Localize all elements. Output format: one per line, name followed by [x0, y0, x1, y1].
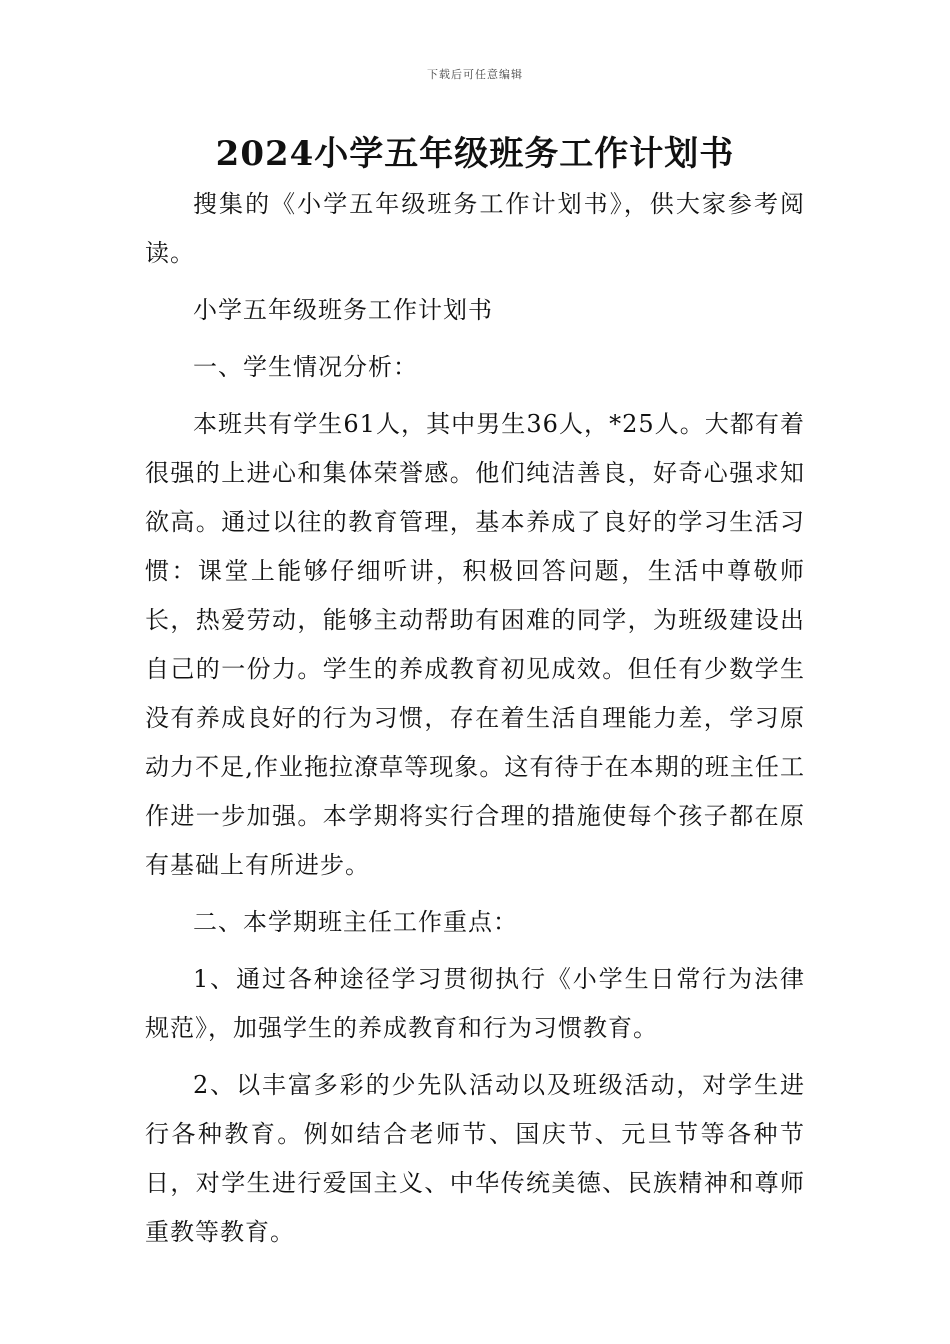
document-title: 2024小学五年级班务工作计划书 [215, 134, 735, 174]
section-heading-student-analysis: 一、学生情况分析： [193, 353, 418, 381]
focus-item-2: 2、以丰富多彩的少先队活动以及班级活动，对学生进行各种教育。例如结合老师节、国庆节、元旦节等各种节日，对学生进行爱国主义、中华传统美德、民族精神和尊师重教等教育。 [145, 1071, 805, 1246]
intro-paragraph: 搜集的《小学五年级班务工作计划书》，供大家参考阅读。 [145, 190, 805, 267]
document-body [145, 180, 805, 1257]
header-note: 下载后可任意编辑 [427, 68, 523, 81]
section-heading-work-focus: 二、本学期班主任工作重点： [193, 908, 518, 936]
plan-heading: 小学五年级班务工作计划书 [193, 296, 493, 324]
focus-item-1: 1、通过各种途径学习贯彻执行《小学生日常行为法律规范》，加强学生的养成教育和行为习惯教育。 [145, 965, 805, 1042]
student-analysis-paragraph: 本班共有学生61人，其中男生36人，*25人。大都有着很强的上进心和集体荣誉感。他们纯洁善良，好奇心强求知欲高。通过以往的教育管理，基本养成了良好的学习生活习惯：课堂上能够仔细听讲，积极回答问题，生活中尊敬师长，热爱劳动，能够主动帮助有困难的同学，为班级建设出自己的一份力。学生的养成教育初见成效。但任有少数学生没有养成良好的行为习惯，存在着生活自理能力差，学习原动力不足,作业拖拉潦草等现象。这有待于在本期的班主任工作进一步加强。本学期将实行合理的措施使每个孩子都在原有基础上有所进步。 [145, 410, 805, 879]
